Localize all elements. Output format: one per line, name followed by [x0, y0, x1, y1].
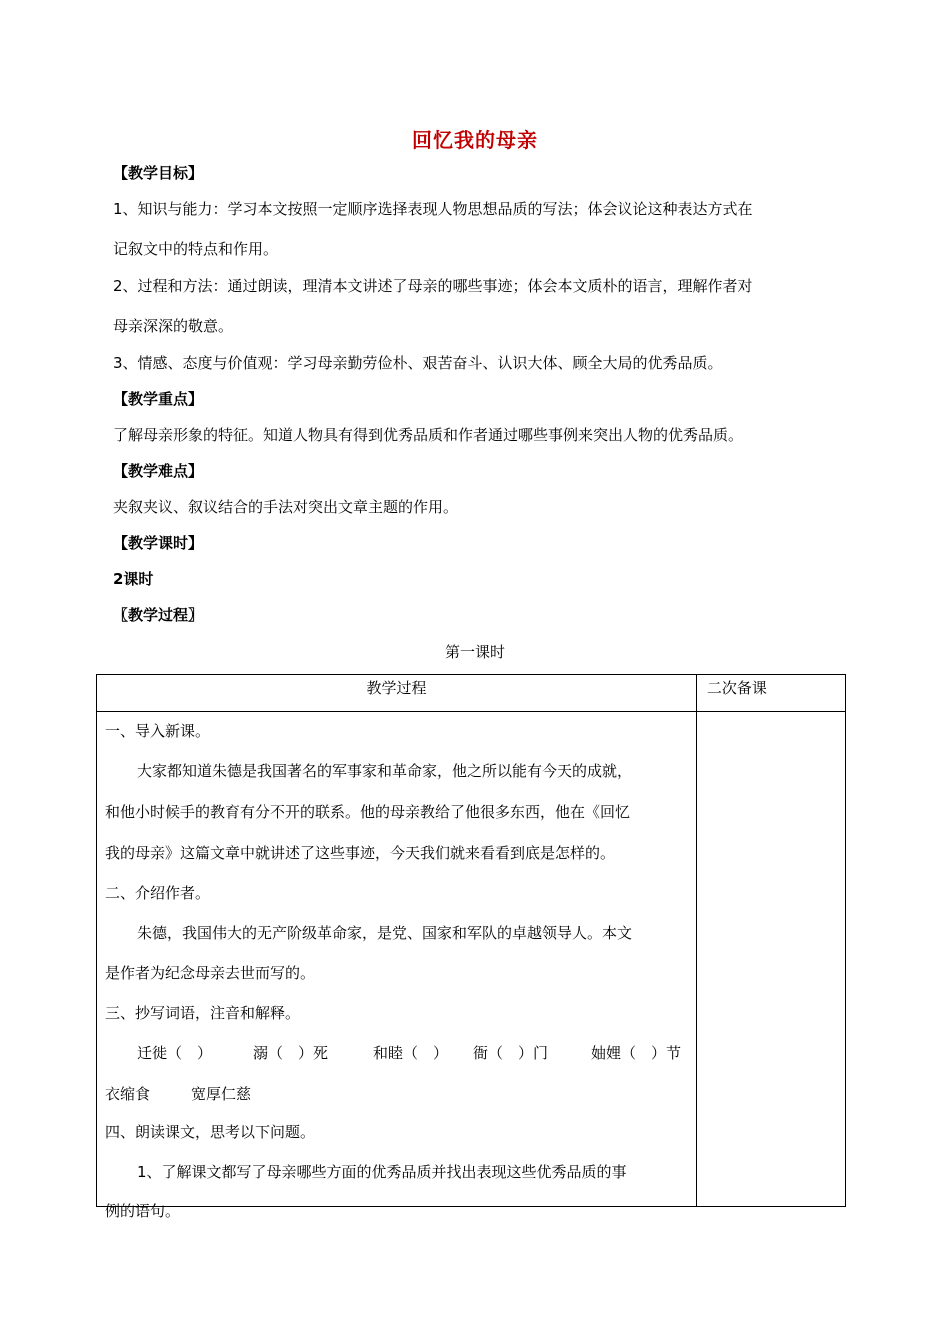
- teaching-process-table: [96, 674, 846, 1220]
- vocab-word: 衣缩食: [105, 1085, 151, 1103]
- lesson-label: 第一课时: [444, 643, 505, 661]
- teaching-process-cell: [97, 712, 697, 1220]
- section-1-line3: 我的母亲》这篇文章中就讲述了这些事迹，今天我们就来看看到底是怎样的。: [105, 844, 616, 862]
- objective-1-line1: 1、知识与能力：学习本文按照一定顺序选择表现人物思想品质的写法；体会议论这种表达方式在: [113, 200, 753, 218]
- process-heading: 〖教学过程〗: [113, 606, 204, 624]
- section-2-line1: 朱德，我国伟大的无产阶级革命家，是党、国家和军队的卓越领导人。本文: [137, 924, 633, 942]
- objective-3: 3、情感、态度与价值观：学习母亲勤劳俭朴、艰苦奋斗、认识大体、顾全大局的优秀品质。: [113, 354, 723, 372]
- vocab-word: 溺（ ）死: [253, 1044, 329, 1062]
- section-1-heading: 一、导入新课。: [105, 722, 211, 740]
- vocab-word: 宽厚仁慈: [191, 1085, 252, 1103]
- vocab-word: 迁徙（ ）: [137, 1044, 213, 1062]
- difficulty-heading: 【教学难点】: [113, 462, 204, 480]
- vocab-word: 妯娌（ ）节: [591, 1044, 682, 1062]
- section-4-question-line2: 例的语句。: [105, 1202, 181, 1220]
- secondary-prep-cell: [696, 712, 845, 1207]
- header-teaching-process: 教学过程: [97, 675, 697, 712]
- objectives-heading: 【教学目标】: [113, 164, 204, 182]
- section-3-heading: 三、抄写词语，注音和解释。: [105, 1004, 301, 1022]
- vocab-word: 和睦（ ）: [373, 1044, 449, 1062]
- section-4-question-line1: 1、了解课文都写了母亲哪些方面的优秀品质并找出表现这些优秀品质的事: [137, 1163, 627, 1181]
- section-1-line2: 和他小时候手的教育有分不开的联系。他的母亲教给了他很多东西，他在《回忆: [105, 803, 631, 821]
- objective-2-line1: 2、过程和方法：通过朗读，理清本文讲述了母亲的哪些事迹；体会本文质朴的语言，理解作者对: [113, 277, 753, 295]
- document-title: 回忆我的母亲: [412, 128, 538, 152]
- section-2-heading: 二、介绍作者。: [105, 884, 211, 902]
- objective-1-line2: 记叙文中的特点和作用。: [113, 240, 279, 258]
- key-points-heading: 【教学重点】: [113, 390, 204, 408]
- vocab-word: 衙（ ）门: [473, 1044, 549, 1062]
- hours-text: 2课时: [113, 570, 154, 588]
- section-2-line2: 是作者为纪念母亲去世而写的。: [105, 964, 316, 982]
- difficulty-text: 夹叙夹议、叙议结合的手法对突出文章主题的作用。: [113, 498, 459, 516]
- hours-heading: 【教学课时】: [113, 534, 204, 552]
- section-1-line1: 大家都知道朱德是我国著名的军事家和革命家，他之所以能有今天的成就，: [137, 762, 633, 780]
- objective-2-line2: 母亲深深的敬意。: [113, 317, 234, 335]
- key-points-text: 了解母亲形象的特征。知道人物具有得到优秀品质和作者通过哪些事例来突出人物的优秀品质。: [113, 426, 744, 444]
- header-secondary-prep: 二次备课: [696, 675, 845, 712]
- section-4-heading: 四、朗读课文，思考以下问题。: [105, 1123, 316, 1141]
